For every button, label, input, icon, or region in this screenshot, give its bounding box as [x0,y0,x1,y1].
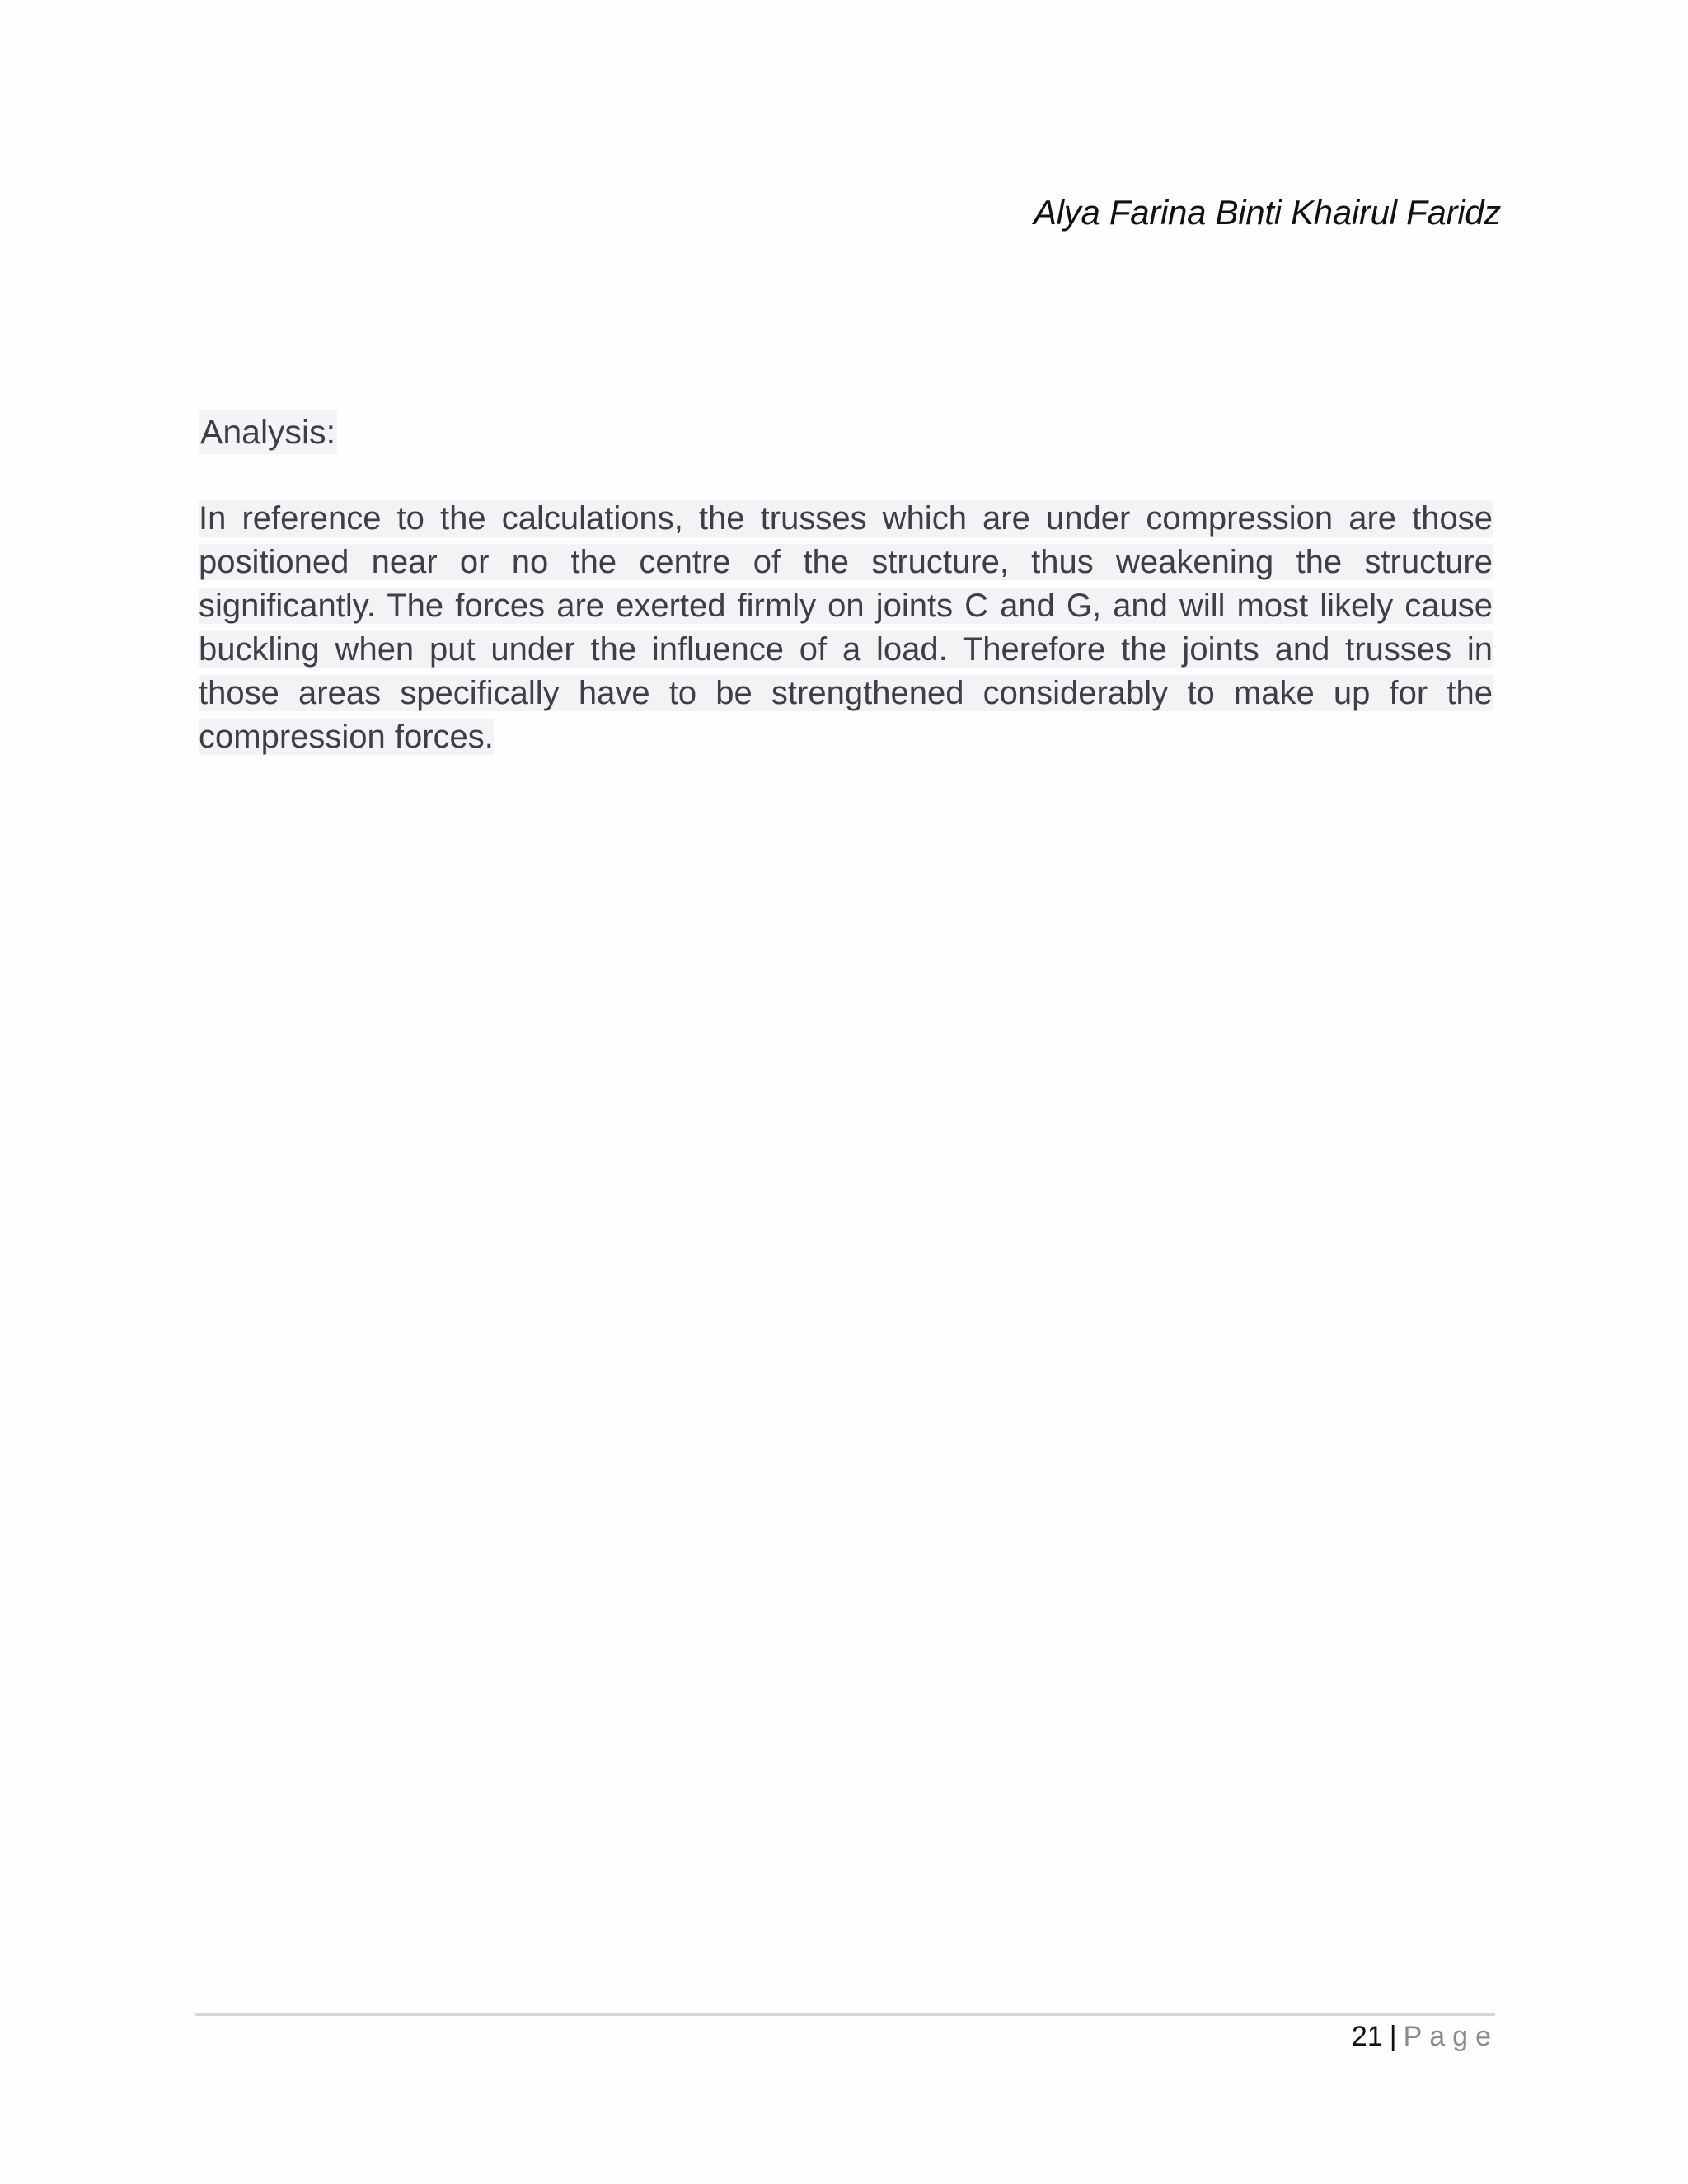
analysis-paragraph-text: In reference to the calculations, the trusses which are under compression are those positioned near or no the centre of the structure, thus weakening the structure significantly. The forces are exerted firmly on joints C and G, and will most likely cause buckling when put under the influence of a load. Therefore the joints and trusses in those areas specifically have to be strengthened considerably to make up for the compression forces. [199,500,1493,755]
analysis-paragraph [199,497,1493,759]
author-name: Alya Farina Binti Khairul Faridz [1034,193,1501,232]
section-heading: Analysis: [199,410,337,454]
footer-separator: | [1389,2021,1397,2052]
footer-divider [195,2013,1495,2016]
page-footer [1352,2017,1498,2056]
page-label: Page [1403,2021,1498,2052]
page-number: 21 [1351,2021,1383,2052]
